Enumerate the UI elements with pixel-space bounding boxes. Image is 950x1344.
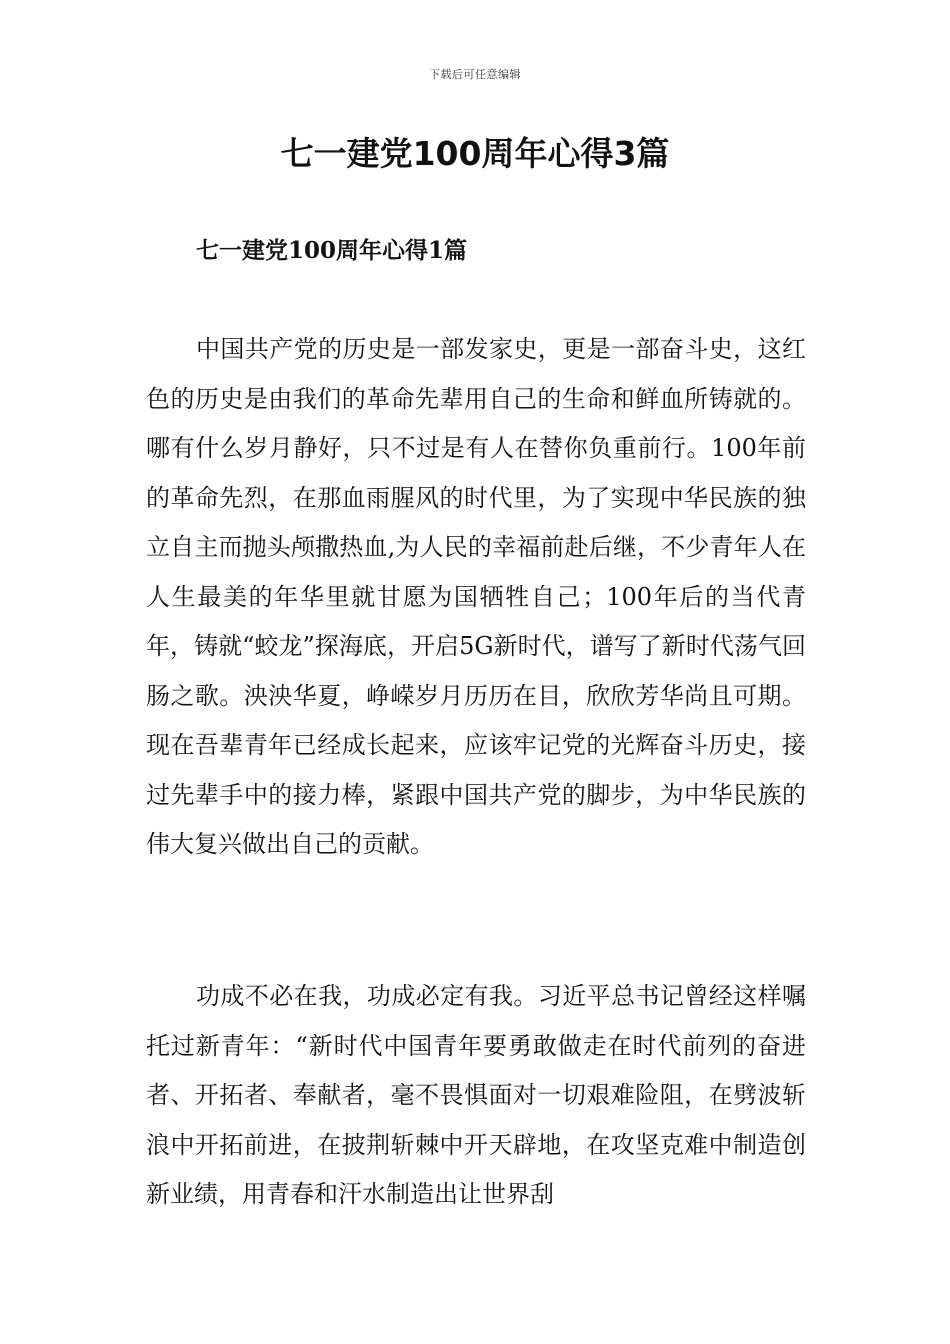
download-note: 下载后可任意编辑 (429, 68, 521, 81)
section-title: 七一建党100周年心得1篇 (196, 237, 468, 264)
body-paragraph-1: 中国共产党的历史是一部发家史，更是一部奋斗史，这红色的历史是由我们的革命先辈用自己的生命和鲜血所铸就的。哪有什么岁月静好，只不过是有人在替你负重前行。100年前的革命先烈，在那血雨腥风的时代里，为了实现中华民族的独立自主而抛头颅撒热血,为人民的幸福前赴后继，不少青年人在人生最美的年华里就甘愿为国牺牲自己；100年后的当代青年，铸就“蛟龙”探海底，开启5G新时代，谱写了新时代荡气回肠之歌。泱泱华夏，峥嵘岁月历历在目，欣欣芳华尚且可期。现在吾辈青年已经成长起来，应该牢记党的光辉奋斗历史，接过先辈手中的接力棒，紧跟中国共产党的脚步，为中华民族的伟大复兴做出自己的贡献。 (146, 335, 806, 858)
body-paragraph-2: 功成不必在我，功成必定有我。习近平总书记曾经这样嘱托过新青年：“新时代中国青年要勇敢做走在时代前列的奋进者、开拓者、奉献者，毫不畏惧面对一切艰难险阻，在劈波斩浪中开拓前进，在披荆斩棘中开天辟地，在攻坚克难中制造创新业绩，用青春和汗水制造出让世界刮 (146, 982, 806, 1208)
page-title: 七一建党100周年心得3篇 (280, 134, 670, 173)
